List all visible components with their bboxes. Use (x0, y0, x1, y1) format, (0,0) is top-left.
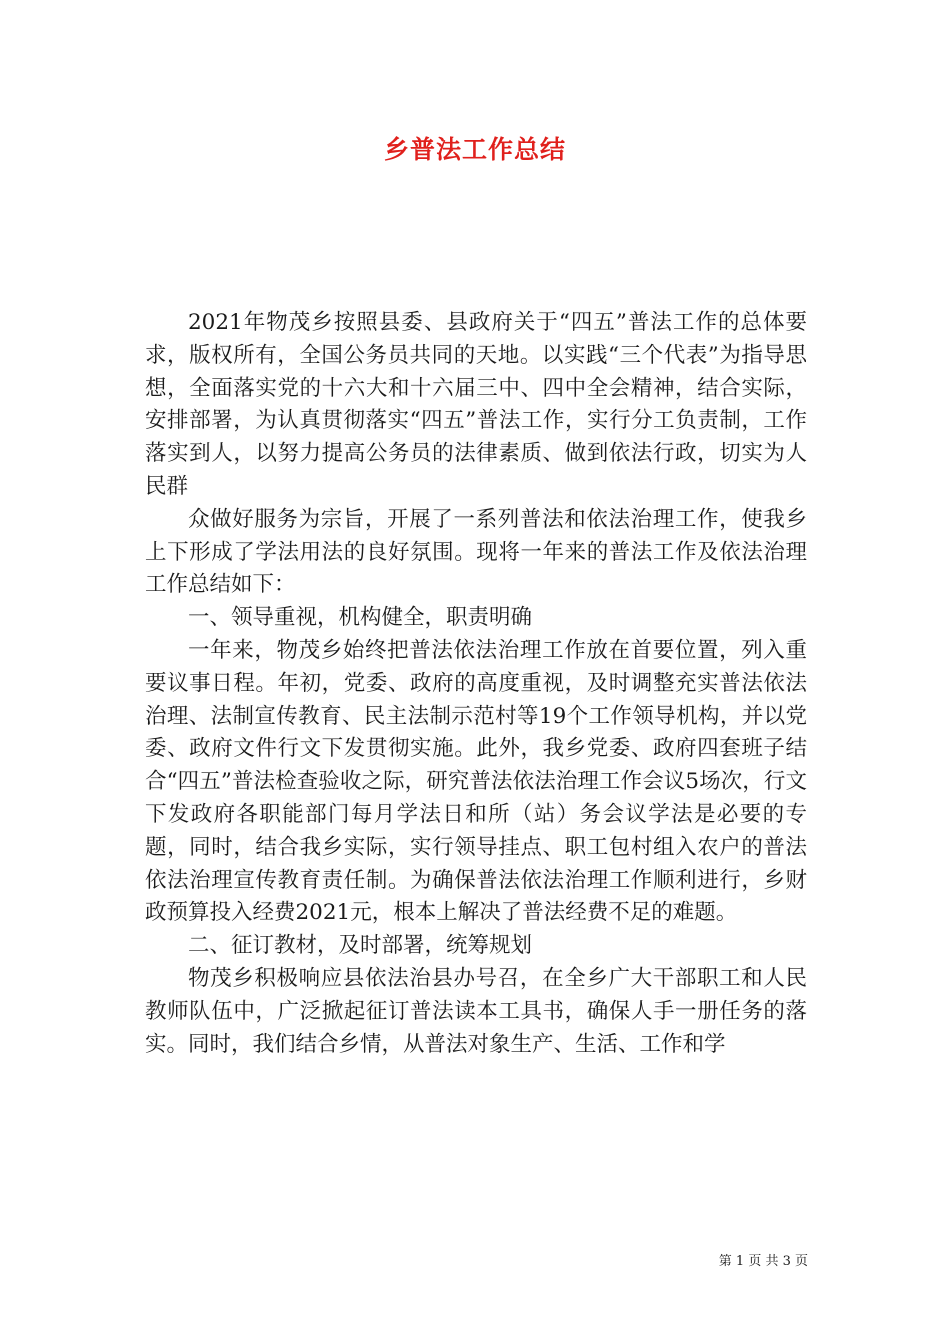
paragraph: 一年来，物茂乡始终把普法依法治理工作放在首要位置，列入重要议事日程。年初，党委、政府的高度重视，及时调整充实普法依法治理、法制宣传教育、民主法制示范村等19个工作领导机构，并以党委、政府文件行文下发贯彻实施。此外，我乡党委、政府四套班子结合“四五”普法检查验收之际，研究普法依法治理工作会议5场次，行文下发政府各职能部门每月学法日和所（站）务会议学法是必要的专题，同时，结合我乡实际，实行领导挂点、职工包村组入农户的普法依法治理宣传教育责任制。为确保普法依法治理工作顺利进行，乡财政预算投入经费2021元，根本上解决了普法经费不足的难题。 (145, 637, 807, 926)
paragraph: 众做好服务为宗旨，开展了一系列普法和依法治理工作，使我乡上下形成了学法用法的良好氛围。现将一年来的普法工作及依法治理工作总结如下： (145, 506, 807, 598)
page-number-footer: 第 1 页 共 3 页 (718, 1254, 808, 1269)
paragraph: 2021年物茂乡按照县委、县政府关于“四五”普法工作的总体要求，版权所有，全国公务员共同的天地。以实践“三个代表”为指导思想，全面落实党的十六大和十六届三中、四中全会精神，结合实际，安排部署，为认真贯彻落实“四五”普法工作，实行分工负责制，工作落实到人，以努力提高公务员的法律素质、做到依法行政，切实为人民群 (145, 310, 807, 499)
section-heading: 二、征订教材，及时部署，统筹规划 (188, 933, 533, 959)
document-body (145, 307, 807, 1061)
section-heading: 一、领导重视，机构健全，职责明确 (188, 605, 533, 631)
paragraph: 物茂乡积极响应县依法治县办号召，在全乡广大干部职工和人民教师队伍中，广泛掀起征订普法读本工具书，确保人手一册任务的落实。同时，我们结合乡情，从普法对象生产、生活、工作和学 (145, 965, 807, 1057)
document-title: 乡普法工作总结 (383, 135, 566, 164)
